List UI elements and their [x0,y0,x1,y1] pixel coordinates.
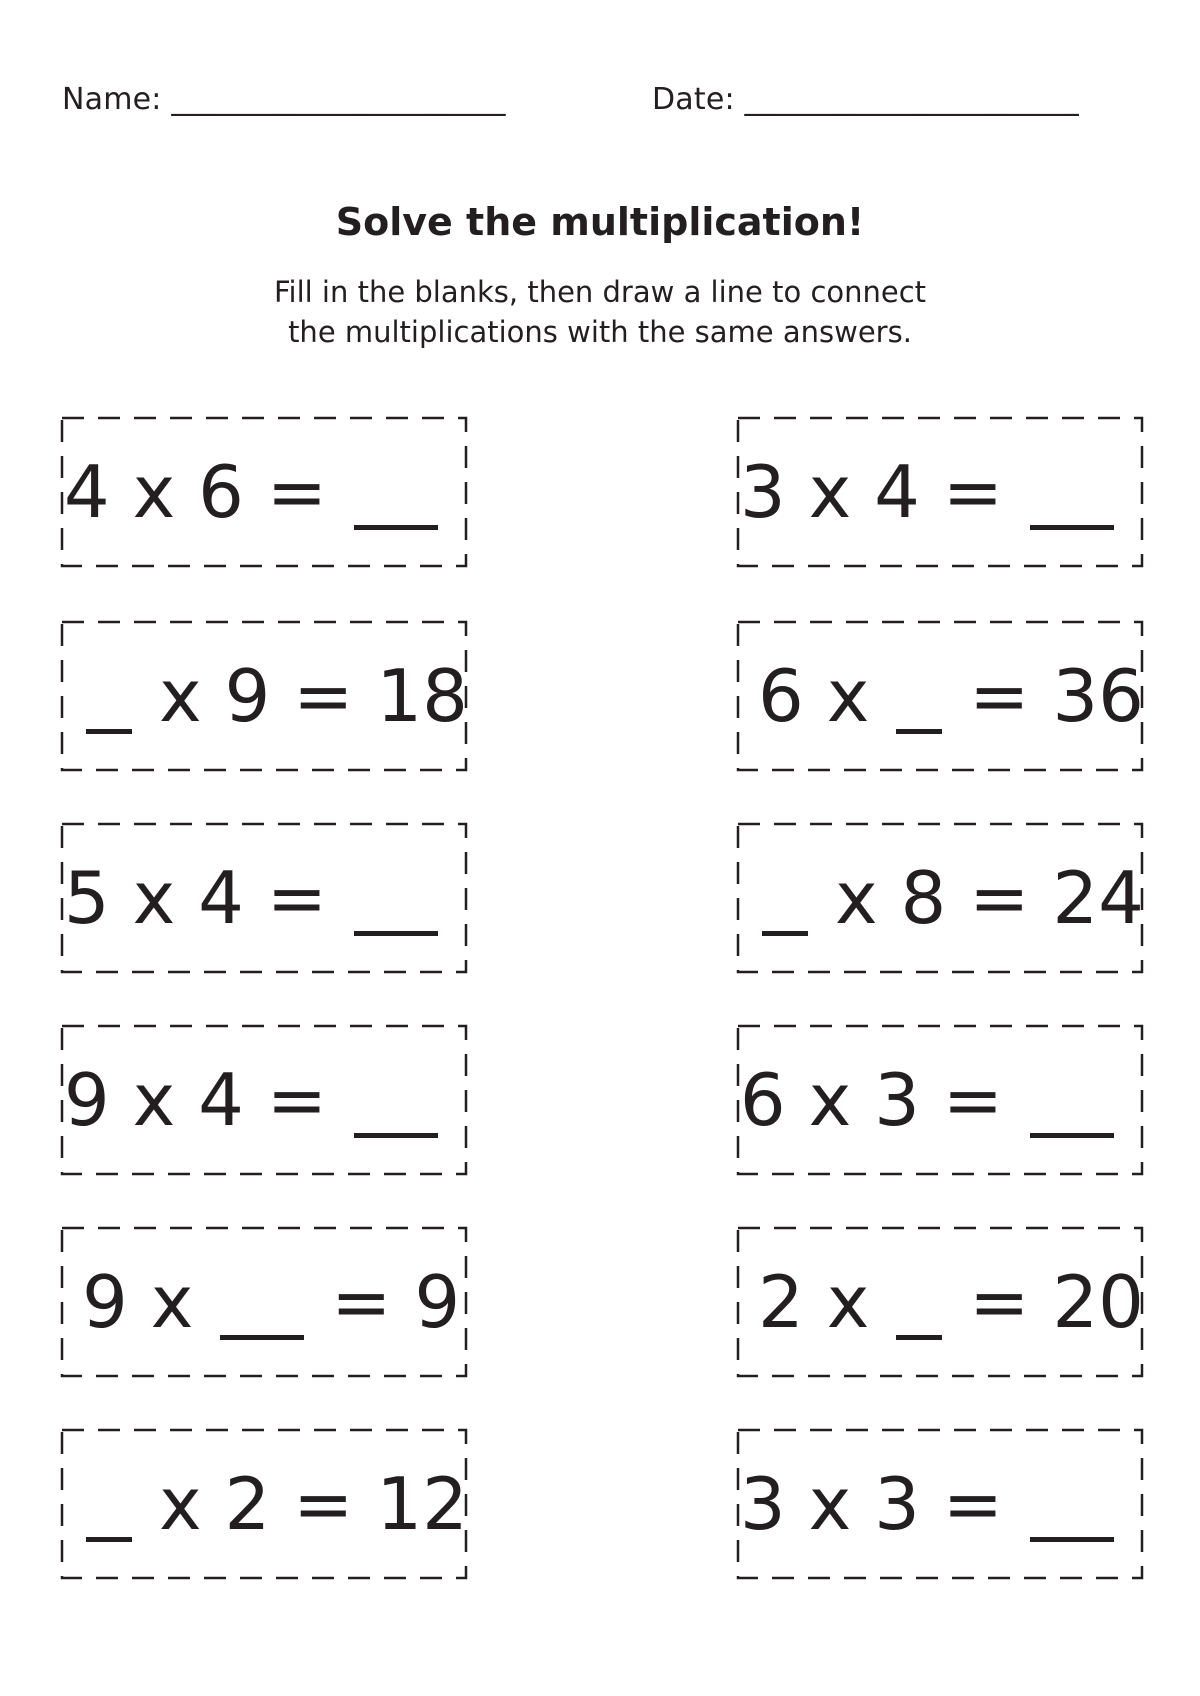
times-sign: x [109,450,199,534]
answer-blank[interactable] [1030,1075,1114,1138]
factor-a: 6 [758,654,804,738]
times-sign: x [127,1260,217,1344]
product: 36 [1052,654,1144,738]
times-sign: x [785,1058,875,1142]
multiplication-expression [736,1024,1144,1176]
problem-card-right-2 [736,620,1144,772]
problem-card-right-3 [736,822,1144,974]
factor-a: 3 [739,1462,786,1546]
factor-a: 9 [63,1058,110,1142]
answer-blank[interactable] [762,873,808,936]
factor-b: 3 [874,1462,920,1546]
product: 24 [1052,856,1144,940]
answer-blank[interactable] [1030,1479,1114,1542]
instructions-line-1: Fill in the blanks, then draw a line to connect [273,275,927,309]
equals-sign: = [270,654,377,738]
factor-a: 6 [739,1058,786,1142]
product: 12 [376,1462,468,1546]
answer-blank[interactable] [86,671,132,734]
problem-card-right-5 [736,1226,1144,1378]
problem-card-left-4 [60,1024,468,1176]
answer-blank[interactable] [354,1075,438,1138]
times-sign: x [803,1260,893,1344]
product: 20 [1052,1260,1144,1344]
answer-blank[interactable] [1030,467,1114,530]
multiplication-expression [60,822,468,974]
problem-card-left-5 [60,1226,468,1378]
factor-b: 4 [198,856,244,940]
multiplication-expression [736,1226,1144,1378]
factor-a: 9 [82,1260,128,1344]
multiplication-expression [60,1024,468,1176]
multiplication-expression [60,1428,468,1580]
equals-sign: = [270,1462,377,1546]
times-sign: x [812,856,901,940]
factor-a: 3 [739,450,786,534]
date-field-line: Date: ______________________ [652,82,1079,117]
times-sign: x [785,1462,875,1546]
times-sign: x [109,1058,199,1142]
equals-sign: = [919,1058,1026,1142]
answer-blank[interactable] [220,1277,304,1340]
problem-card-left-1 [60,416,468,568]
multiplication-expression [60,1226,468,1378]
problem-card-right-1 [736,416,1144,568]
factor-b: 4 [874,450,920,534]
product: 9 [414,1260,461,1344]
equals-sign: = [919,450,1026,534]
equals-sign: = [243,1058,350,1142]
multiplication-expression [736,822,1144,974]
problem-card-left-3 [60,822,468,974]
answer-blank[interactable] [354,873,438,936]
times-sign: x [803,654,893,738]
factor-b: 9 [224,654,271,738]
factor-a: 2 [758,1260,804,1344]
multiplication-expression [736,620,1144,772]
factor-b: 6 [198,450,244,534]
problem-card-left-2 [60,620,468,772]
multiplication-expression [736,1428,1144,1580]
equals-sign: = [243,450,350,534]
equals-sign: = [946,654,1053,738]
equals-sign: = [243,856,350,940]
problem-card-right-6 [736,1428,1144,1580]
equals-sign: = [946,1260,1053,1344]
equals-sign: = [919,1462,1026,1546]
product: 18 [376,654,468,738]
factor-b: 2 [224,1462,271,1546]
answer-blank[interactable] [354,467,438,530]
factor-a: 5 [63,856,110,940]
factor-b: 4 [198,1058,244,1142]
equals-sign: = [946,856,1053,940]
factor-a: 4 [63,450,110,534]
name-field-line: Name: ______________________ [62,82,506,117]
problem-card-left-6 [60,1428,468,1580]
factor-b: 3 [874,1058,920,1142]
times-sign: x [136,1462,225,1546]
multiplication-expression [60,620,468,772]
multiplication-expression [736,416,1144,568]
answer-blank[interactable] [896,671,942,734]
equals-sign: = [308,1260,415,1344]
worksheet-title: Solve the multiplication! [335,200,865,244]
times-sign: x [109,856,199,940]
times-sign: x [785,450,875,534]
times-sign: x [136,654,225,738]
instructions [0,272,1200,352]
problem-card-right-4 [736,1024,1144,1176]
answer-blank[interactable] [86,1479,132,1542]
factor-b: 8 [900,856,947,940]
instructions-line-2: the multiplications with the same answers. [288,315,912,349]
multiplication-expression [60,416,468,568]
answer-blank[interactable] [896,1277,942,1340]
